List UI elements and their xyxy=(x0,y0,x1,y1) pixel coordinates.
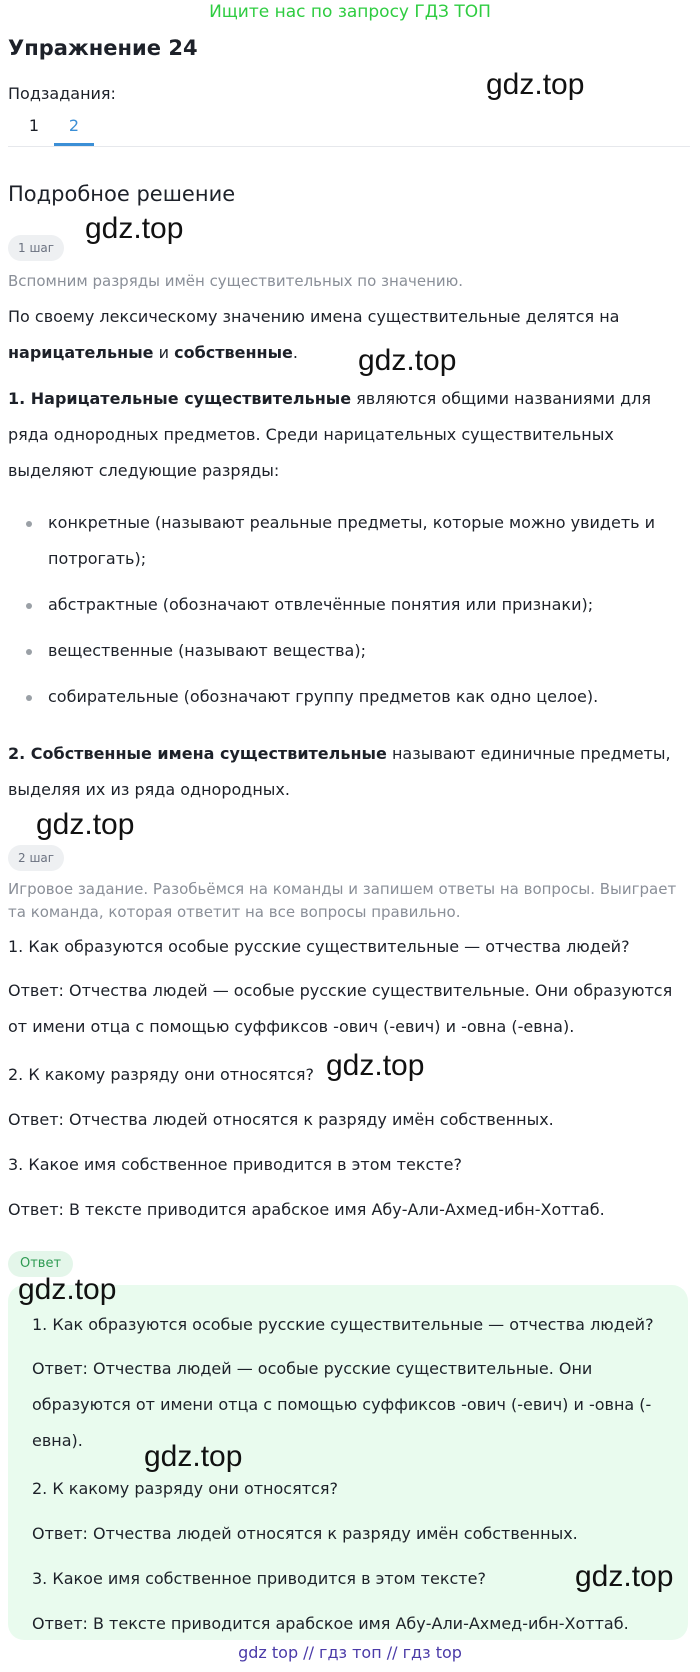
tab-2[interactable]: 2 xyxy=(68,116,80,135)
list-item-text: вещественные (называют вещества); xyxy=(48,641,366,660)
paragraph-common-bold: 1. Нарицательные существительные xyxy=(8,389,352,408)
subtask-tabs xyxy=(8,108,690,147)
section-title: Подробное решение xyxy=(8,182,236,206)
paragraph-common-nouns xyxy=(8,381,688,489)
watermark: gdz.top xyxy=(144,1440,243,1473)
question-2: 2. К какому разряду они относятся? xyxy=(8,1065,314,1084)
list-item xyxy=(30,587,690,623)
watermark: gdz.top xyxy=(358,344,457,377)
list-item-text: собирательные (обозначают группу предметов как одно целое). xyxy=(48,687,599,706)
list-item xyxy=(30,633,690,669)
answer-answer-3: Ответ: В тексте приводится арабское имя Абу-Али-Ахмед-ибн-Хоттаб. xyxy=(32,1614,629,1633)
answer-1: Ответ: Отчества людей — особые русские существительные. Они образуются от имени отца с помощью суффиксов -ович (-евич) и -овна (-евна). xyxy=(8,981,673,1036)
list-item-text: абстрактные (обозначают отвлечённые понятия или признаки); xyxy=(48,595,594,614)
paragraph-proper-text: называют единичные предметы, выделяя их из ряда однородных. xyxy=(8,744,671,799)
bullet-dot xyxy=(26,603,32,609)
top-banner: Ищите нас по запросу ГДЗ ТОП xyxy=(209,2,491,22)
step-badge: 1 шаг xyxy=(8,235,64,261)
watermark: gdz.top xyxy=(575,1560,674,1593)
bullet-list xyxy=(30,505,690,725)
answer-question-3: 3. Какое имя собственное приводится в этом тексте? xyxy=(32,1569,486,1588)
watermark: gdz.top xyxy=(486,68,585,101)
intro-paragraph xyxy=(8,299,688,371)
question-3: 3. Какое имя собственное приводится в этом тексте? xyxy=(8,1155,462,1174)
watermark: gdz.top xyxy=(36,808,135,841)
intro-bold-1: нарицательные xyxy=(8,343,154,362)
watermark: gdz.top xyxy=(326,1049,425,1082)
tab-1[interactable]: 1 xyxy=(28,116,40,135)
answer-badge: Ответ xyxy=(8,1251,73,1277)
footer-links[interactable]: gdz top // гдз топ // гдз top xyxy=(238,1643,462,1662)
answer-question-1: 1. Как образуются особые русские существительные — отчества людей? xyxy=(32,1315,654,1334)
watermark: gdz.top xyxy=(85,212,184,245)
paragraph-proper-nouns xyxy=(8,736,688,808)
paragraph-proper-bold: 2. Собственные имена существительные xyxy=(8,744,387,763)
bullet-dot xyxy=(26,649,32,655)
intro-dot: . xyxy=(292,343,298,362)
step-hint: Игровое задание. Разобьёмся на команды и запишем ответы на вопросы. Выиграет та команда, которая ответит на все вопросы правильно. xyxy=(8,880,677,921)
intro-text: По своему лексическому значению имена существительные делятся на xyxy=(8,307,620,326)
step-hint: Вспомним разряды имён существительных по значению. xyxy=(8,272,464,290)
list-item xyxy=(30,679,690,715)
question-1: 1. Как образуются особые русские существительные — отчества людей? xyxy=(8,937,630,956)
intro-bold-2: собственные xyxy=(174,343,293,362)
answer-answer-2: Ответ: Отчества людей относятся к разряду имён собственных. xyxy=(32,1524,578,1543)
step-badge: 2 шаг xyxy=(8,845,64,871)
bullet-dot xyxy=(26,521,32,527)
list-item-text: конкретные (называют реальные предметы, которые можно увидеть и потрогать); xyxy=(48,513,656,568)
bullet-dot xyxy=(26,695,32,701)
answer-question-2: 2. К какому разряду они относятся? xyxy=(32,1479,338,1498)
list-item xyxy=(30,505,690,577)
answer-2: Ответ: Отчества людей относятся к разряду имён собственных. xyxy=(8,1110,554,1129)
watermark: gdz.top xyxy=(18,1273,117,1306)
paragraph-common-text: являются общими названиями для ряда однородных предметов. Среди нарицательных существительных выделяют следующие разряды: xyxy=(8,389,652,480)
intro-and: и xyxy=(153,343,175,362)
answer-3: Ответ: В тексте приводится арабское имя Абу-Али-Ахмед-ибн-Хоттаб. xyxy=(8,1200,605,1219)
active-tab-indicator xyxy=(54,143,94,146)
answer-answer-1: Ответ: Отчества людей — особые русские существительные. Они образуются от имени отца с помощью суффиксов -ович (-евич) и -овна (-евна). xyxy=(32,1359,652,1450)
page-title: Упражнение 24 xyxy=(8,36,198,60)
subtasks-label: Подзадания: xyxy=(8,84,116,103)
